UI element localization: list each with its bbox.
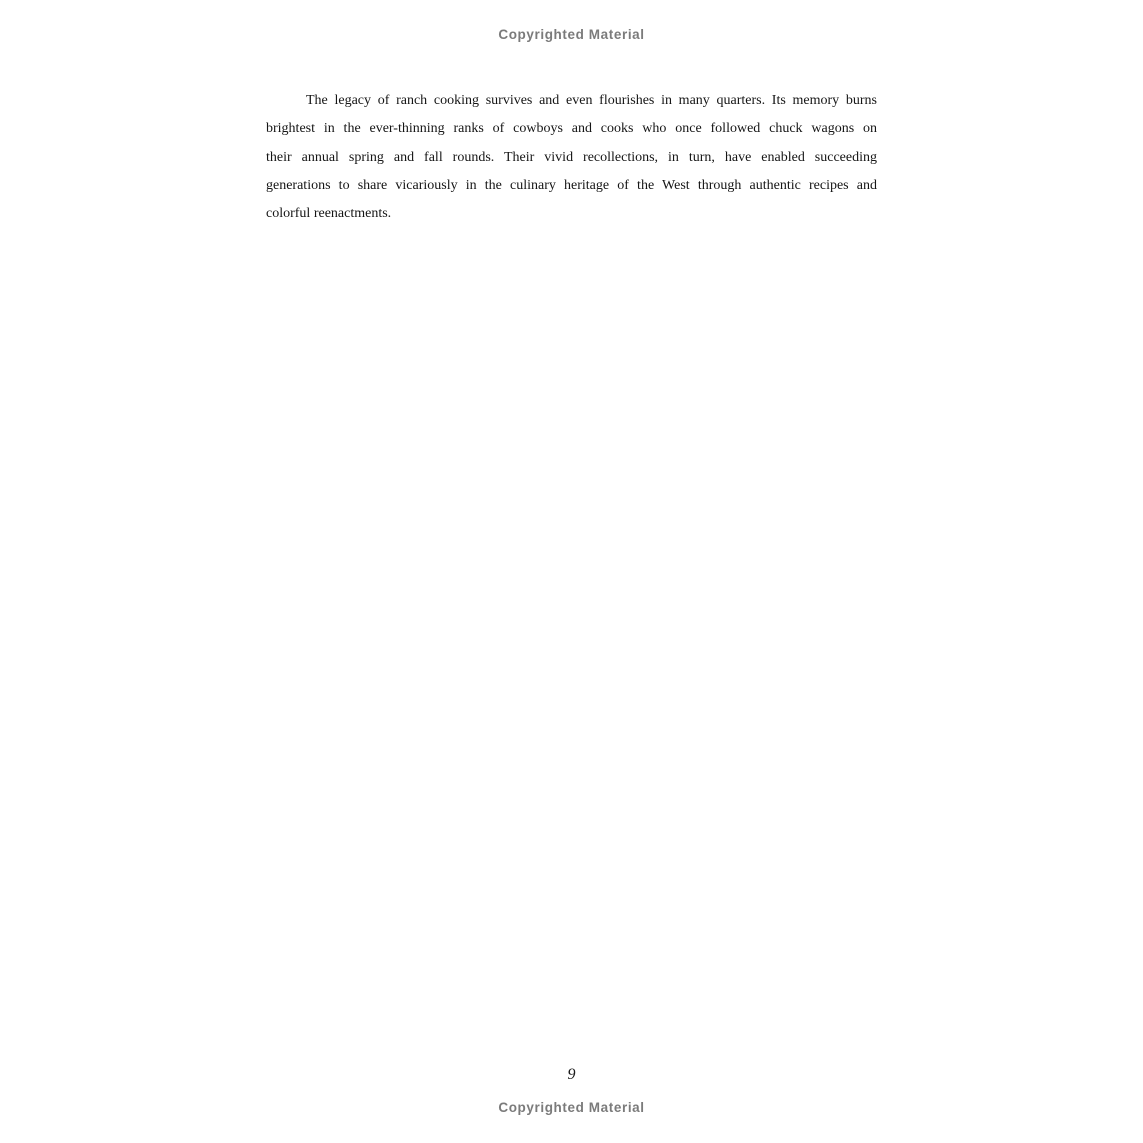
paragraph-line: colorful reenactments. xyxy=(266,206,392,222)
paragraph-line: their annual spring and fall rounds. Their vivid recollections, in turn, have enabled succeeding xyxy=(266,149,877,165)
page-number: 9 xyxy=(567,1066,576,1083)
copyright-notice-bottom: Copyrighted Material xyxy=(498,1100,645,1115)
paragraph-line: brightest in the ever-thinning ranks of cowboys and cooks who once followed chuck wagons on xyxy=(266,121,877,137)
paragraph-line: generations to share vicariously in the culinary heritage of the West through authentic recipes and xyxy=(266,177,877,193)
body-paragraph xyxy=(266,87,877,228)
copyright-notice-top: Copyrighted Material xyxy=(498,27,645,42)
paragraph-line: The legacy of ranch cooking survives and even flourishes in many quarters. Its memory burns xyxy=(306,93,877,108)
